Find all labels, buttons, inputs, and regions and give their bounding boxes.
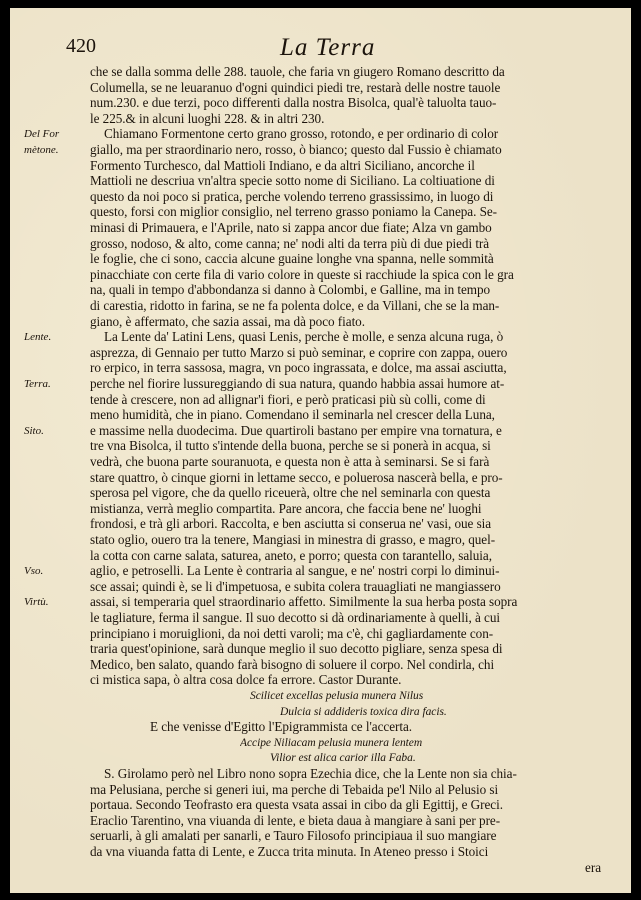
text-line: ma Pelusiana, perche si generi iui, ma perche di Tebaida pe'l Nilo al Pelusio si [90, 781, 499, 797]
text-line: Formento Turchesco, dal Mattioli Indiano, e da altri Siciliano, ancorche il [90, 157, 475, 173]
text-line: minasi di Primauera, e l'Aprile, nato si zappa ancor due fiate; Alza vn gambo [90, 220, 492, 235]
text-line: na, quali in tempo d'abbondanza si danno à Colombi, e Galline, ma in tempo [90, 282, 491, 298]
text-line: e massime nella duodecima. Due quartiroli bastano per empire vna tornatura, e [90, 422, 502, 438]
running-title: La Terra [280, 34, 376, 61]
page-header [10, 8, 631, 61]
text-line: La Lente da' Latini Lens, quasi Lenis, perche è molle, e senza alcuna ruga, ò [104, 329, 504, 345]
text-line: giallo, ma per straordinario nero, rosso, ò bianco; questo dal Fussio è chiamato [90, 142, 502, 157]
margin-note: Lente. [24, 331, 52, 344]
text-line: pinacchiate con certe fila di vario colore in queste si racchiude la spica con le gra [90, 266, 514, 282]
text-line: seruarli, à gli amalati per sanarli, e Tauro Filosofo principiaua il suo mangiare [90, 828, 497, 844]
text-line: num.230. e due terzi, poco differenti dalla nostra Bisolca, qual'è taluolta tauo- [90, 95, 497, 111]
margin-note: Virtù. [24, 596, 49, 609]
text-line: aglio, e petroselli. La Lente è contraria al sangue, e ne' nostri corpi lo diminui- [90, 563, 500, 579]
text-line: Scilicet excellas pelusia munera Nilus [250, 690, 424, 702]
text-line: tre vna Bisolca, il tutto s'intende della buona, perche se si ponerà in acqua, si [90, 438, 491, 454]
text-line: grosso, nodoso, & alto, come canna; ne' nodi alti da terra più di due piedi trà [90, 235, 490, 251]
text-line: Medico, ben salato, quando farà bisogno di soluere il corpo. Nel condirla, chi [90, 656, 495, 672]
text-line: ci mistica sapa, ò altra cosa dolce fa errore. Castor Durante. [90, 672, 402, 688]
text-line: Dulcia si addideris toxica dira facis. [280, 705, 447, 718]
margin-note: Terra. [24, 378, 51, 390]
text-line: le foglie, che ci sono, caccia alcune guaine longhe vna spanna, nelle sommità [90, 251, 494, 267]
text-line: questo da noi poco si pratica, perche volendo terreno grassissimo, in luogo di [90, 188, 494, 204]
text-line: principiano i moruiglioni, da noi detti varoli; ma c'è, chi gagliardamente con- [90, 625, 494, 641]
text-line: stare quattro, ò cinque giorni in lettame secco, e poluerosa nascerà bella, e pro- [90, 469, 503, 485]
text-line: era [585, 859, 601, 875]
text-line: giano, è affermato, che sazia assai, ma dà poco fiato. [90, 313, 365, 329]
text-line: la cotta con carne salata, saturea, aneto, e porro; questa con tarantello, saluia, [90, 547, 492, 563]
text-line: mistianza, verrà meglio compartita. Pare ancora, che faccia bene ne' luoghi [90, 500, 482, 516]
text-line: traria quest'opinione, sarà dunque meglio il suo decotto pigliare, senza spesa di [90, 641, 503, 657]
text-line: Chiamano Formentone certo grano grosso, rotondo, e per ordinario di color [104, 126, 499, 142]
text-line: perche nel fiorire lussureggiando di sua natura, quando habbia assai humore at- [90, 376, 505, 391]
text-line: le 225.& in alcuni luoghi 228. & in altri 230. [90, 110, 325, 126]
book-page [10, 8, 631, 893]
text-line: asprezza, di Gennaio per tutto Marzo si può seminar, e coprire con zappa, ouero [90, 344, 508, 360]
text-line: portaua. Secondo Teofrasto era questa vsata assai in cibo da gli Egittij, e Greci. [90, 797, 503, 813]
text-line: sperosa pel vigore, che da quello riceuerà, oltre che nel seminarla con questa [90, 485, 491, 501]
margin-note: Sito. [24, 424, 44, 437]
text-line: E che venisse d'Egitto l'Epigrammista ce l'accerta. [150, 719, 412, 735]
text-line: Eraclio Tarentino, vna viuanda di lente, e bieta daua à mangiare à sani per pre- [90, 812, 501, 828]
margin-note: mètone. [24, 144, 59, 156]
text-line: da vna viuanda fatta di Lente, e Zucca trita minuta. In Ateneo presso i Stoici [90, 844, 489, 859]
text-line: che se dalla somma delle 288. tauole, che faria vn giugero Romano descritto da [90, 64, 505, 79]
text-line: meno humidità, che in piano. Comendano il seminarla nel crescer della Luna, [90, 407, 495, 423]
text-line: Accipe Niliacam pelusia munera lentem [240, 736, 423, 749]
text-line: assai, si temperaria quel straordinario affetto. Similmente la sua herba posta sopra [90, 594, 518, 610]
text-line: vedrà, che buona parte souranuota, e questa non è atta à seminarsi. Se si farà [90, 454, 490, 469]
text-line: S. Girolamo però nel Libro nono sopra Ezechia dice, che la Lente non sia chia- [104, 766, 517, 781]
text-line: Vilior est alica carior illa Faba. [270, 752, 416, 765]
text-line: Mattioli ne descriua vn'altra specie sotto nome di Siciliano. La coltiuatione di [90, 173, 495, 189]
margin-note: Vso. [24, 565, 44, 578]
text-line: sce assai; quindi è, se li d'impetuosa, e subita colera trauagliati ne mangiassero [90, 578, 501, 594]
text-line: questo, forsi con miglior consiglio, nel terreno grasso poniamo la Canepa. Se- [90, 204, 498, 220]
text-line: di carestia, ridotto in farina, se ne fa polenta dolce, e da Villani, che se la man- [90, 298, 500, 313]
margin-note: Del For [24, 128, 60, 141]
text-line: frondosi, e trà gli arbori. Raccolta, e ben asciutta si conserua ne' vasi, oue sia [90, 516, 492, 532]
page-number: 420 [66, 35, 96, 57]
text-line: le tagliature, ferma il sangue. Il suo decotto si dà ordinariamente à quelli, à cui [90, 610, 501, 625]
text-line: Columella, se ne leuaranuo d'ogni quindici piedi tre, restarà delle nostre tauole [90, 79, 501, 95]
text-line: tende à crescere, non ad allignar'i fiori, e però praticasi più sù colli, come di [90, 391, 486, 407]
text-line: stato oglio, ouero tra la tenere, Mangiasi in minestra di grasso, e magro, quel- [90, 532, 496, 547]
text-line: ro erpico, in terra sassosa, magra, vn poco ingrassata, e dolce, ma assai asciutta, [90, 360, 507, 376]
